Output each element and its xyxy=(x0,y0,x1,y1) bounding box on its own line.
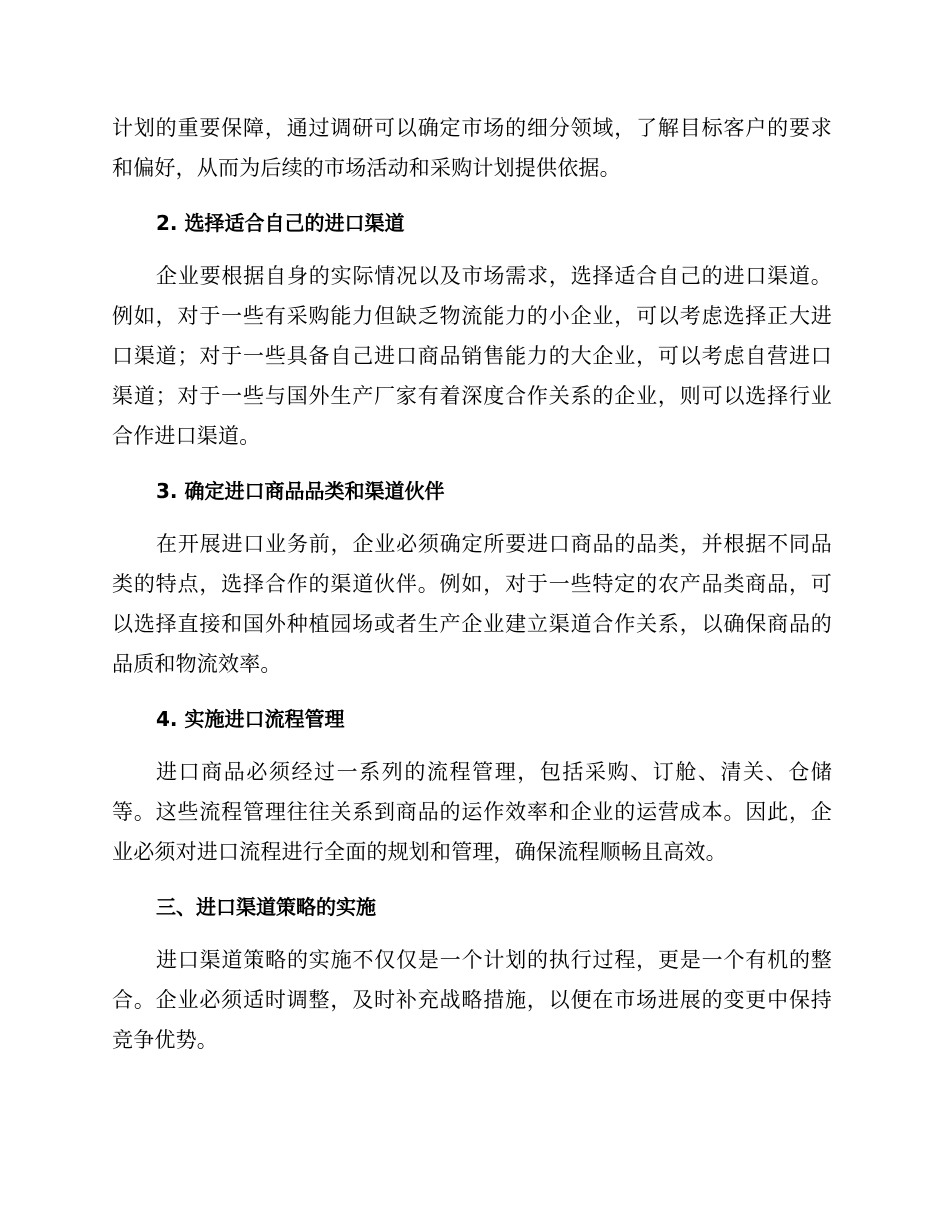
section-4-paragraph: 进口商品必须经过一系列的流程管理，包括采购、订舱、清关、仓储等。这些流程管理往往关系到商品的运作效率和企业的运营成本。因此，企业必须对进口流程进行全面的规划和管理，确保流程顺畅且高效。 xyxy=(112,760,832,864)
section-3-paragraph: 在开展进口业务前，企业必须确定所要进口商品的品类，并根据不同品类的特点，选择合作的渠道伙伴。例如，对于一些特定的农产品类商品，可以选择直接和国外种植园场或者生产企业建立渠道合作关系，以确保商品的品质和物流效率。 xyxy=(112,532,832,676)
document-body xyxy=(112,108,832,1060)
section-4-heading: 4. 实施进口流程管理 xyxy=(156,707,345,731)
section-3-heading: 3. 确定进口商品品类和渠道伙伴 xyxy=(156,479,445,503)
intro-continuation-paragraph: 计划的重要保障，通过调研可以确定市场的细分领域，了解目标客户的要求和偏好，从而为后续的市场活动和采购计划提供依据。 xyxy=(112,116,832,180)
part-3-paragraph: 进口渠道策略的实施不仅仅是一个计划的执行过程，更是一个有机的整合。企业必须适时调整，及时补充战略措施，以便在市场进展的变更中保持竞争优势。 xyxy=(112,948,832,1052)
section-2-heading: 2. 选择适合自己的进口渠道 xyxy=(156,211,405,235)
part-3-heading: 三、进口渠道策略的实施 xyxy=(156,895,376,919)
section-2-paragraph: 企业要根据自身的实际情况以及市场需求，选择适合自己的进口渠道。例如，对于一些有采购能力但缺乏物流能力的小企业，可以考虑选择正大进口渠道；对于一些具备自己进口商品销售能力的大企业，可以考虑自营进口渠道；对于一些与国外生产厂家有着深度合作关系的企业，则可以选择行业合作进口渠道。 xyxy=(112,264,832,448)
